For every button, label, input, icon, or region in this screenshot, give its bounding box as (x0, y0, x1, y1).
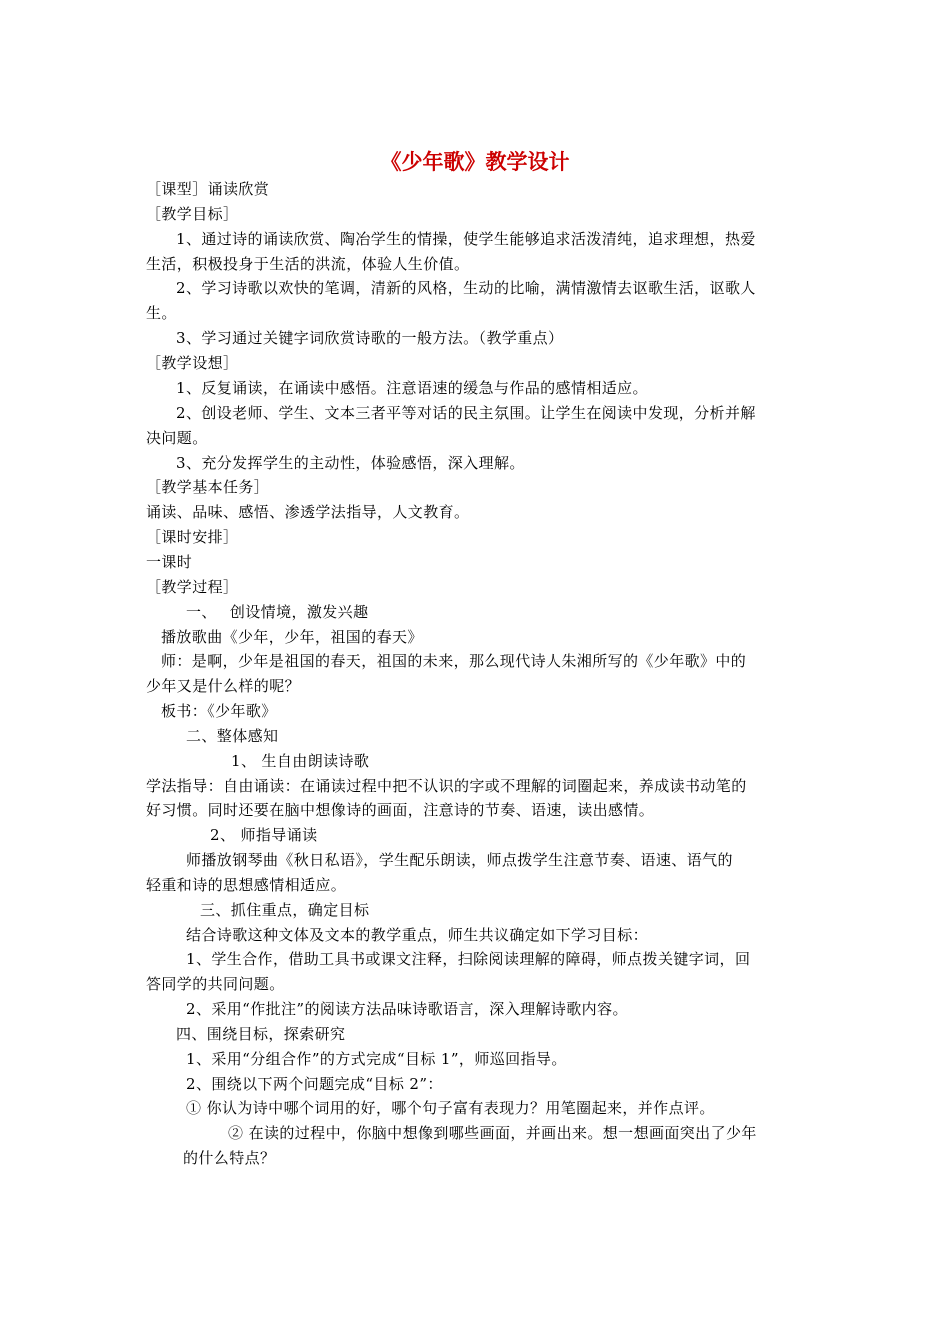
text-line: 2、学习诗歌以欢快的笔调，清新的风格，生动的比喻，满情激情去讴歌生活，讴歌人 (176, 279, 756, 297)
text-line: 2、采用“作批注”的阅读方法品味诗歌语言，深入理解诗歌内容。 (186, 1000, 628, 1018)
text-line: ［教学设想］ (146, 354, 239, 372)
document-title: 《少年歌》教学设计 (380, 149, 570, 174)
text-line: 诵读、品味、感悟、渗透学法指导，人文教育。 (146, 503, 470, 521)
text-line: 播放歌曲《少年，少年，祖国的春天》 (161, 628, 423, 646)
text-line: 结合诗歌这种文体及文本的教学重点，师生共议确定如下学习目标： (186, 926, 649, 944)
text-line: 师播放钢琴曲《秋日私语》，学生配乐朗读，师点拨学生注意节奏、语速、语气的 (186, 851, 733, 869)
text-line: 3、学习通过关键字词欣赏诗歌的一般方法。（教学重点） (176, 329, 564, 347)
text-line: 一课时 (146, 553, 193, 571)
text-line: 1、通过诗的诵读欣赏、陶冶学生的情操，使学生能够追求活泼清纯，追求理想，热爱 (176, 230, 756, 248)
text-line: 三、抓住重点，确定目标 (200, 901, 370, 919)
text-line: ［教学基本任务］ (146, 478, 270, 496)
text-line: 1、学生合作，借助工具书或课文注释，扫除阅读理解的障碍，师点拨关键字词，回 (186, 950, 751, 968)
text-line: 板书：《少年歌》 (161, 702, 277, 720)
text-line: 决问题。 (146, 429, 208, 447)
text-line: 1、 生自由朗读诗歌 (231, 752, 370, 770)
text-line: 好习惯。同时还要在脑中想像诗的画面，注意诗的节奏、语速，读出感情。 (146, 801, 655, 819)
text-line: 答同学的共同问题。 (146, 975, 285, 993)
text-line: ［课时安排］ (146, 528, 239, 546)
text-line: 二、整体感知 (186, 727, 279, 745)
text-line: 少年又是什么样的呢？ (146, 677, 301, 695)
text-line: 学法指导：自由诵读：在诵读过程中把不认识的字或不理解的词圈起来，养成读书动笔的 (146, 777, 747, 795)
text-line: ［教学过程］ (146, 578, 239, 596)
text-line: ② 在读的过程中，你脑中想像到哪些画面，并画出来。想一想画面突出了少年 (228, 1124, 757, 1142)
text-line: ［课型］诵读欣赏 (146, 180, 270, 198)
text-line: 轻重和诗的思想感情相适应。 (146, 876, 347, 894)
text-line: 3、充分发挥学生的主动性，体验感悟，深入理解。 (176, 454, 525, 472)
text-line: 生。 (146, 304, 177, 322)
text-line: 师：是啊，少年是祖国的春天，祖国的未来，那么现代诗人朱湘所写的《少年歌》中的 (161, 652, 747, 670)
text-line: ① 你认为诗中哪个词用的好，哪个句子富有表现力？用笔圈起来，并作点评。 (186, 1099, 715, 1117)
text-line: 2、 师指导诵读 (210, 826, 318, 844)
text-line: 2、创设老师、学生、文本三者平等对话的民主氛围。让学生在阅读中发现，分析并解 (176, 404, 756, 422)
text-line: 四、围绕目标，探索研究 (176, 1025, 346, 1043)
text-line: 生活，积极投身于生活的洪流，体验人生价值。 (146, 255, 470, 273)
text-line: 一、 创设情境，激发兴趣 (186, 603, 369, 621)
text-line: 的什么特点？ (183, 1149, 276, 1167)
text-line: 2、围绕以下两个问题完成“目标 2”： (186, 1075, 443, 1093)
text-line: 1、反复诵读，在诵读中感悟。注意语速的缓急与作品的感情相适应。 (176, 379, 648, 397)
text-line: 1、采用“分组合作”的方式完成“目标 1”，师巡回指导。 (186, 1050, 567, 1068)
text-line: ［教学目标］ (146, 205, 239, 223)
